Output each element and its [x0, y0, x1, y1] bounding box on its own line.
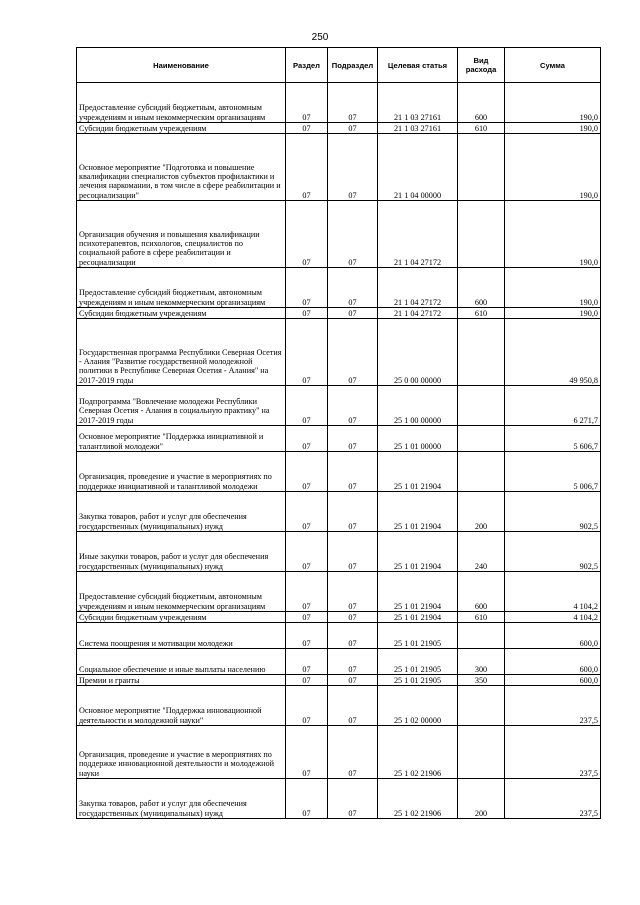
row-podrazdel: 07: [328, 308, 378, 319]
row-name: Субсидии бюджетным учреждениям: [77, 308, 286, 319]
row-podrazdel: 07: [328, 649, 378, 675]
table-row: [77, 726, 601, 779]
table-row: [77, 686, 601, 726]
row-razdel: 07: [286, 675, 328, 686]
row-name: Субсидии бюджетным учреждениям: [77, 612, 286, 623]
row-razdel: 07: [286, 123, 328, 134]
row-sum: 902,5: [505, 492, 601, 532]
table-row: [77, 675, 601, 686]
row-vid: 600: [458, 572, 505, 612]
table-row: [77, 492, 601, 532]
table-row: [77, 123, 601, 134]
row-vid: 300: [458, 649, 505, 675]
row-podrazdel: 07: [328, 319, 378, 386]
row-razdel: 07: [286, 572, 328, 612]
row-article: 25 1 01 21905: [378, 675, 458, 686]
table-row: [77, 83, 601, 123]
table-row: [77, 386, 601, 426]
row-sum: 6 271,7: [505, 386, 601, 426]
budget-table: [76, 47, 601, 819]
table-row: [77, 572, 601, 612]
row-article: 25 1 02 21906: [378, 779, 458, 819]
row-article: 25 1 01 21905: [378, 649, 458, 675]
row-vid: [458, 319, 505, 386]
row-podrazdel: 07: [328, 386, 378, 426]
row-podrazdel: 07: [328, 268, 378, 308]
row-name: Субсидии бюджетным учреждениям: [77, 123, 286, 134]
row-sum: 190,0: [505, 201, 601, 268]
row-article: 21 1 04 27172: [378, 268, 458, 308]
row-name: Иные закупки товаров, работ и услуг для обеспечения государственных (муниципальных) нужд: [77, 532, 286, 572]
row-sum: 5 606,7: [505, 426, 601, 452]
row-article: 21 1 04 00000: [378, 134, 458, 201]
row-podrazdel: 07: [328, 726, 378, 779]
row-vid: 600: [458, 83, 505, 123]
row-article: 25 1 01 21904: [378, 492, 458, 532]
header-article: Целевая статья: [378, 48, 458, 83]
row-podrazdel: 07: [328, 572, 378, 612]
row-name: Закупка товаров, работ и услуг для обеспечения государственных (муниципальных) нужд: [77, 779, 286, 819]
row-article: 21 1 03 27161: [378, 123, 458, 134]
row-article: 25 1 00 00000: [378, 386, 458, 426]
row-vid: 350: [458, 675, 505, 686]
header-name: Наименование: [77, 48, 286, 83]
row-vid: [458, 426, 505, 452]
table-row: [77, 649, 601, 675]
row-sum: 4 104,2: [505, 572, 601, 612]
row-vid: [458, 134, 505, 201]
row-podrazdel: 07: [328, 452, 378, 492]
row-name: Подпрограмма "Вовлечение молодежи Республики Северная Осетия - Алания в социальную практику" на 2017-2019 годы: [77, 386, 286, 426]
row-article: 25 1 01 21904: [378, 532, 458, 572]
row-podrazdel: 07: [328, 492, 378, 532]
row-name: Основное мероприятие "Поддержка инновационной деятельности и молодежной науки": [77, 686, 286, 726]
row-podrazdel: 07: [328, 612, 378, 623]
table-row: [77, 612, 601, 623]
row-podrazdel: 07: [328, 426, 378, 452]
row-name: Социальное обеспечение и иные выплаты населению: [77, 649, 286, 675]
header-razdel: Раздел: [286, 48, 328, 83]
table-row: [77, 623, 601, 649]
row-vid: [458, 686, 505, 726]
row-name: Предоставление субсидий бюджетным, автономным учреждениям и иным некоммерческим организациям: [77, 83, 286, 123]
row-name: Государственная программа Республики Северная Осетия - Алания "Развитие государственной молодежной политики в Республике Северная Осетия - Алания" на 2017-2019 годы: [77, 319, 286, 386]
row-name: Предоставление субсидий бюджетным, автономным учреждениям и иным некоммерческим организациям: [77, 572, 286, 612]
row-sum: 237,5: [505, 779, 601, 819]
row-razdel: 07: [286, 426, 328, 452]
row-podrazdel: 07: [328, 532, 378, 572]
table-row: [77, 319, 601, 386]
row-article: 25 1 01 21905: [378, 623, 458, 649]
row-razdel: 07: [286, 201, 328, 268]
row-vid: 200: [458, 492, 505, 532]
row-podrazdel: 07: [328, 201, 378, 268]
table-row: [77, 268, 601, 308]
header-podrazdel: Подраздел: [328, 48, 378, 83]
row-sum: 49 950,8: [505, 319, 601, 386]
row-razdel: 07: [286, 268, 328, 308]
table-row: [77, 426, 601, 452]
row-razdel: 07: [286, 623, 328, 649]
row-article: 21 1 04 27172: [378, 308, 458, 319]
row-sum: 190,0: [505, 308, 601, 319]
row-razdel: 07: [286, 386, 328, 426]
row-podrazdel: 07: [328, 83, 378, 123]
row-razdel: 07: [286, 686, 328, 726]
row-article: 25 1 02 00000: [378, 686, 458, 726]
row-vid: 610: [458, 308, 505, 319]
row-vid: 240: [458, 532, 505, 572]
row-vid: [458, 386, 505, 426]
row-razdel: 07: [286, 492, 328, 532]
row-razdel: 07: [286, 308, 328, 319]
row-sum: 190,0: [505, 123, 601, 134]
header-sum: Сумма: [505, 48, 601, 83]
row-name: Основное мероприятие "Подготовка и повышение квалификации специалистов субъектов профилактики и лечения наркомании, в том числе в сфере реабилитации и ресоциализации": [77, 134, 286, 201]
row-razdel: 07: [286, 779, 328, 819]
row-razdel: 07: [286, 726, 328, 779]
table-row: [77, 134, 601, 201]
row-vid: 610: [458, 123, 505, 134]
row-razdel: 07: [286, 134, 328, 201]
row-sum: 902,5: [505, 532, 601, 572]
row-article: 25 1 01 21904: [378, 452, 458, 492]
row-razdel: 07: [286, 319, 328, 386]
row-podrazdel: 07: [328, 123, 378, 134]
row-sum: 4 104,2: [505, 612, 601, 623]
row-podrazdel: 07: [328, 675, 378, 686]
row-sum: 5 006,7: [505, 452, 601, 492]
row-article: 25 0 00 00000: [378, 319, 458, 386]
row-name: Организация обучения и повышения квалификации психотерапевтов, психологов, специалистов по социальной работе в сфере реабилитации и ресоциализации: [77, 201, 286, 268]
row-name: Организация, проведение и участие в мероприятиях по поддержке инновационной деятельности и молодежной науки: [77, 726, 286, 779]
row-sum: 600,0: [505, 649, 601, 675]
row-vid: [458, 201, 505, 268]
header-vid: Вид расхода: [458, 48, 505, 83]
row-article: 25 1 01 21904: [378, 572, 458, 612]
row-razdel: 07: [286, 649, 328, 675]
row-sum: 600,0: [505, 623, 601, 649]
row-sum: 190,0: [505, 83, 601, 123]
row-sum: 600,0: [505, 675, 601, 686]
row-name: Организация, проведение и участие в мероприятиях по поддержке инициативной и талантливой молодежи: [77, 452, 286, 492]
row-sum: 190,0: [505, 134, 601, 201]
row-article: 21 1 04 27172: [378, 201, 458, 268]
row-podrazdel: 07: [328, 779, 378, 819]
row-name: Премии и гранты: [77, 675, 286, 686]
row-razdel: 07: [286, 612, 328, 623]
table-row: [77, 308, 601, 319]
table-row: [77, 201, 601, 268]
row-name: Предоставление субсидий бюджетным, автономным учреждениям и иным некоммерческим организациям: [77, 268, 286, 308]
row-name: Основное мероприятие "Поддержка инициативной и талантливой молодежи": [77, 426, 286, 452]
row-podrazdel: 07: [328, 134, 378, 201]
row-sum: 237,5: [505, 686, 601, 726]
row-name: Закупка товаров, работ и услуг для обеспечения государственных (муниципальных) нужд: [77, 492, 286, 532]
row-vid: 610: [458, 612, 505, 623]
row-name: Система поощрения и мотивации молодежи: [77, 623, 286, 649]
row-podrazdel: 07: [328, 686, 378, 726]
row-razdel: 07: [286, 452, 328, 492]
row-article: 25 1 02 21906: [378, 726, 458, 779]
table-row: [77, 779, 601, 819]
table-row: [77, 532, 601, 572]
row-article: 25 1 01 00000: [378, 426, 458, 452]
table-header-row: [77, 48, 601, 83]
row-sum: 190,0: [505, 268, 601, 308]
row-vid: [458, 452, 505, 492]
row-vid: 600: [458, 268, 505, 308]
page-number: 250: [311, 32, 329, 43]
row-razdel: 07: [286, 83, 328, 123]
row-podrazdel: 07: [328, 623, 378, 649]
row-article: 25 1 01 21904: [378, 612, 458, 623]
row-vid: [458, 623, 505, 649]
row-sum: 237,5: [505, 726, 601, 779]
row-article: 21 1 03 27161: [378, 83, 458, 123]
row-vid: [458, 726, 505, 779]
table-row: [77, 452, 601, 492]
row-razdel: 07: [286, 532, 328, 572]
row-vid: 200: [458, 779, 505, 819]
